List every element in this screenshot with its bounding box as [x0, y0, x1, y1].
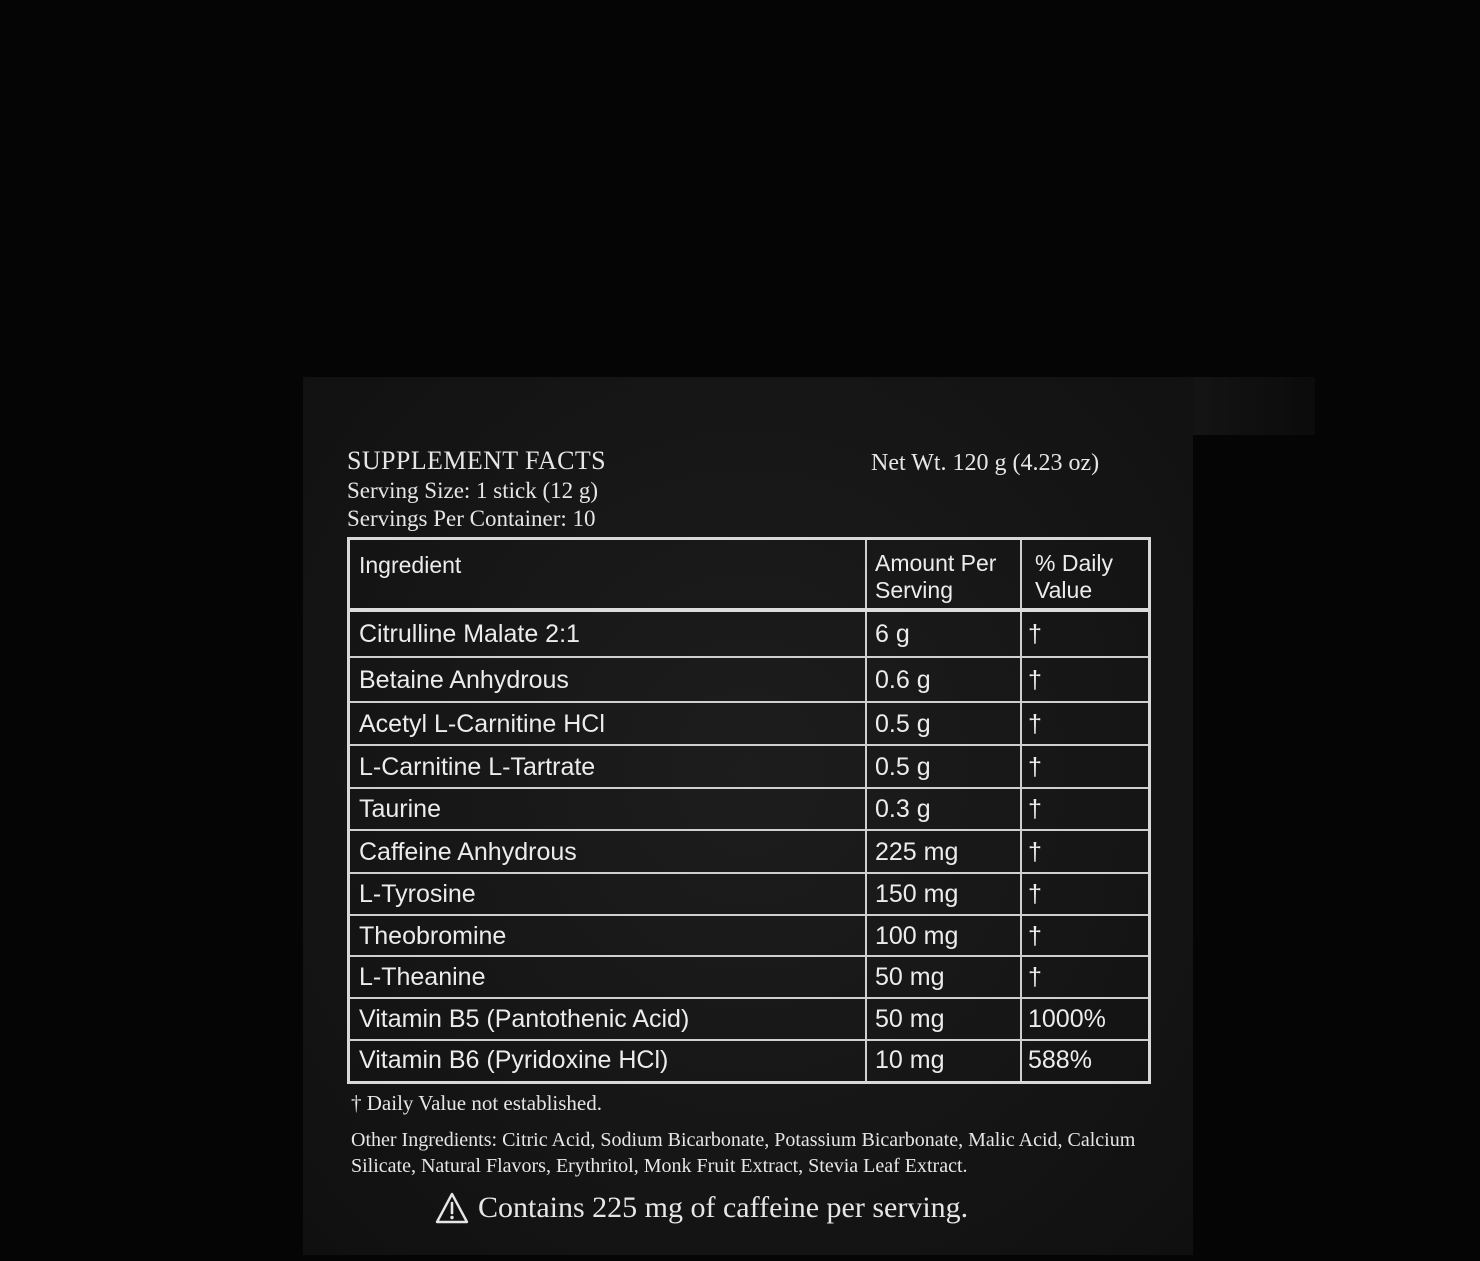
- supplement-facts-table: [347, 537, 1151, 1084]
- ingredient-daily-value: †: [1028, 921, 1042, 950]
- row-divider: [350, 955, 1148, 957]
- header-amount-per-serving: Amount Per Serving: [875, 550, 997, 603]
- ingredient-name: Betaine Anhydrous: [359, 665, 569, 694]
- ingredient-daily-value: †: [1028, 837, 1042, 866]
- ingredient-name: L-Theanine: [359, 963, 486, 991]
- ingredient-daily-value: 588%: [1028, 1046, 1092, 1074]
- ingredient-daily-value: †: [1028, 620, 1042, 648]
- ingredient-name: Caffeine Anhydrous: [359, 837, 577, 866]
- ingredient-daily-value: †: [1028, 963, 1042, 991]
- ingredient-amount: 50 mg: [875, 963, 945, 991]
- ingredient-name: Vitamin B6 (Pyridoxine HCl): [359, 1046, 669, 1074]
- header-rule: [350, 608, 1148, 612]
- label-panel-tab: [1193, 377, 1315, 435]
- ingredient-daily-value: †: [1028, 795, 1042, 823]
- row-divider: [350, 872, 1148, 874]
- ingredient-amount: 0.5 g: [875, 709, 931, 738]
- ingredient-name: Theobromine: [359, 921, 507, 950]
- row-divider: [350, 1039, 1148, 1041]
- warning-triangle-icon: [435, 1192, 469, 1224]
- row-divider: [350, 914, 1148, 916]
- ingredient-name: Vitamin B5 (Pantothenic Acid): [359, 1005, 690, 1033]
- ingredient-amount: 6 g: [875, 620, 910, 648]
- ingredient-daily-value: 1000%: [1028, 1005, 1106, 1033]
- ingredient-amount: 50 mg: [875, 1005, 945, 1033]
- column-divider-amount: [865, 540, 867, 1081]
- ingredient-daily-value: †: [1028, 709, 1042, 738]
- ingredient-daily-value: †: [1028, 665, 1042, 694]
- row-divider: [350, 744, 1148, 746]
- ingredient-amount: 10 mg: [875, 1046, 945, 1074]
- supplement-facts-title: SUPPLEMENT FACTS: [347, 446, 606, 475]
- ingredient-name: Taurine: [359, 795, 441, 823]
- ingredient-amount: 150 mg: [875, 880, 959, 908]
- ingredient-amount: 0.3 g: [875, 795, 931, 823]
- caffeine-warning-text: Contains 225 mg of caffeine per serving.: [478, 1191, 969, 1224]
- servings-per-container: Servings Per Container: 10: [347, 506, 596, 531]
- column-divider-daily-value: [1020, 540, 1022, 1081]
- row-divider: [350, 787, 1148, 789]
- ingredient-name: Citrulline Malate 2:1: [359, 620, 580, 648]
- header-ingredient: Ingredient: [359, 552, 462, 578]
- caffeine-warning: [435, 1191, 968, 1225]
- ingredient-amount: 100 mg: [875, 921, 959, 950]
- header-daily-value: % Daily Value: [1035, 550, 1113, 603]
- serving-size: Serving Size: 1 stick (12 g): [347, 478, 599, 503]
- row-divider: [350, 997, 1148, 999]
- row-divider: [350, 701, 1148, 703]
- ingredient-amount: 0.5 g: [875, 752, 931, 781]
- row-divider: [350, 829, 1148, 831]
- ingredient-daily-value: †: [1028, 752, 1042, 781]
- ingredient-daily-value: †: [1028, 880, 1042, 908]
- net-weight: Net Wt. 120 g (4.23 oz): [871, 450, 1100, 476]
- ingredient-name: L-Tyrosine: [359, 880, 476, 908]
- daily-value-footnote: † Daily Value not established.: [351, 1091, 602, 1115]
- other-ingredients: Other Ingredients: Citric Acid, Sodium Bicarbonate, Potassium Bicarbonate, Malic Acid, Calcium Silicate, Natural Flavors, Erythritol, Monk Fruit Extract, Stevia Leaf Extract.: [351, 1129, 1136, 1177]
- row-divider: [350, 656, 1148, 658]
- ingredient-name: L-Carnitine L-Tartrate: [359, 752, 596, 781]
- ingredient-amount: 0.6 g: [875, 665, 931, 694]
- ingredient-amount: 225 mg: [875, 837, 959, 866]
- ingredient-name: Acetyl L-Carnitine HCl: [359, 709, 605, 738]
